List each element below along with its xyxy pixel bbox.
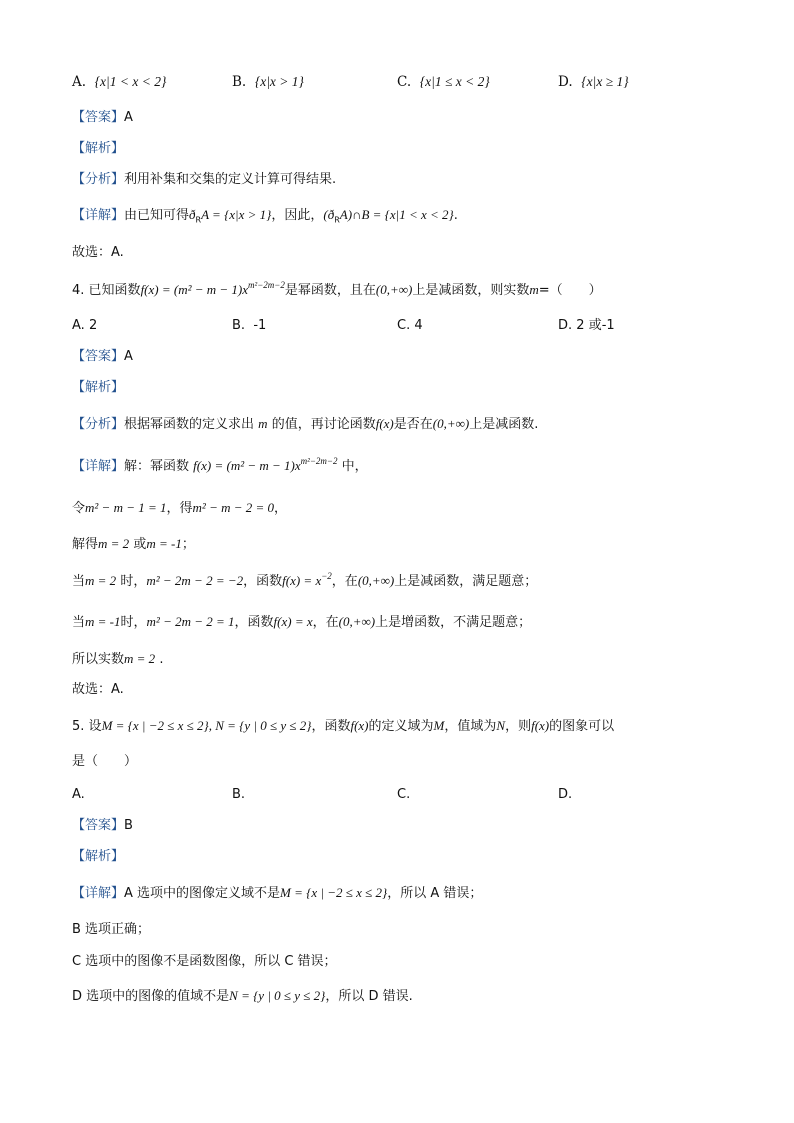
q4-xiangjie-5: 当m = -1时，m² − 2m − 2 = 1，函数f(x) = x，在(0,+∞)上是增函数，不满足题意；	[72, 614, 532, 630]
q5-stem-line1: 5. 设M = {x | −2 ≤ x ≤ 2}, N = {y | 0 ≤ y ≤ 2}，函数f(x)的定义域为M，值域为N，则f(x)的图象可以	[72, 718, 615, 734]
q3-analysis-heading: 【解析】	[72, 141, 125, 156]
q5-option-d: D.	[558, 787, 573, 802]
q5-answer: 【答案】B	[72, 818, 133, 833]
q4-xiangjie-2: 令m² − m − 1 = 1，得m² − m − 2 = 0，	[72, 500, 288, 516]
q3-option-c: C. {x|1 ≤ x < 2}	[397, 74, 490, 90]
q3-xiangjie: 【详解】由已知可得$ð_RA = \{x|x > 1\}$，因此，$(ð_RA)\cap B = \{x|1 < x < 2\}$.	[72, 207, 458, 225]
q5-xiangjie-1: 【详解】A 选项中的图像定义域不是M = {x | −2 ≤ x ≤ 2}，所以 A 错误；	[72, 885, 483, 901]
q3-option-a: A. {x|1 < x < 2}	[72, 74, 167, 90]
q5-xiangjie-3: C 选项中的图像不是函数图像，所以 C 错误；	[72, 954, 337, 969]
q5-option-c: C.	[397, 787, 411, 802]
q5-xiangjie-2: B 选项正确；	[72, 922, 151, 937]
q4-option-b: B. -1	[232, 318, 267, 333]
q4-answer: 【答案】A	[72, 349, 133, 364]
q5-stem-line2: 是（ ）	[72, 754, 138, 769]
q4-option-a: A. 2	[72, 318, 98, 333]
q4-xiangjie-4: 当m = 2 时，m² − 2m − 2 = −2，函数$f(x) = x^{-2}$，在(0,+∞)上是减函数，满足题意；	[72, 571, 538, 589]
q5-analysis-heading: 【解析】	[72, 849, 125, 864]
q4-choose: 故选：A.	[72, 682, 124, 697]
q3-fenxi: 【分析】利用补集和交集的定义计算可得结果.	[72, 172, 337, 187]
q5-option-b: B.	[232, 787, 246, 802]
q5-xiangjie-4: D 选项中的图像的值域不是N = {y | 0 ≤ y ≤ 2}，所以 D 错误.	[72, 988, 413, 1004]
q3-option-d: D. {x|x ≥ 1}	[558, 74, 629, 90]
q3-answer: 【答案】A	[72, 110, 133, 125]
q3-option-b: B. {x|x > 1}	[232, 74, 304, 90]
q4-analysis-heading: 【解析】	[72, 380, 125, 395]
q4-option-c: C. 4	[397, 318, 423, 333]
q4-fenxi: 【分析】根据幂函数的定义求出 m 的值，再讨论函数f(x)是否在(0,+∞)上是减函数.	[72, 416, 539, 432]
q5-option-a: A.	[72, 787, 85, 802]
q4-stem: 4. 已知函数$f(x) = (m^2 - m - 1)x^{m^2-2m-2}$是幂函数，且在(0,+∞)上是减函数，则实数m=（ ）	[72, 280, 602, 298]
q4-xiangjie-6: 所以实数m = 2 .	[72, 651, 164, 667]
q3-choose: 故选：A.	[72, 245, 124, 260]
q4-option-d: D. 2 或-1	[558, 318, 615, 333]
q4-xiangjie-3: 解得m = 2 或m = -1；	[72, 536, 195, 552]
q4-xiangjie-1: 【详解】解：幂函数 $f(x) = (m^2 - m - 1)x^{m^2-2m-2}$ 中，	[72, 456, 368, 474]
